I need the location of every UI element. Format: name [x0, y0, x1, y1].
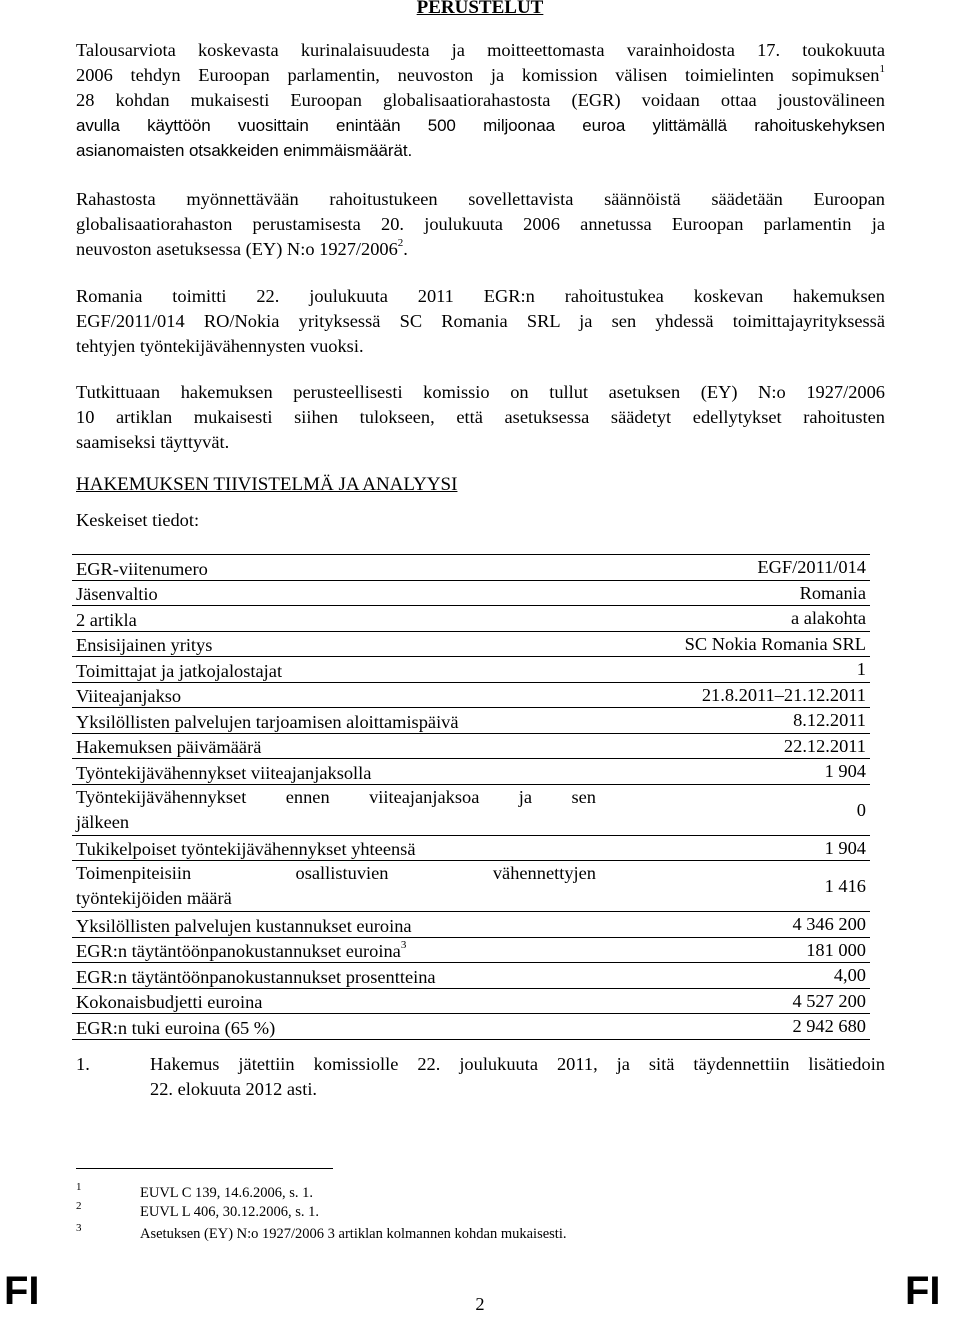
key-info-table	[72, 554, 870, 1040]
section-heading: HAKEMUKSEN TIIVISTELMÄ JA ANALYYSI	[76, 474, 458, 495]
paragraph-line: EGF/2011/014 RO/Nokia yrityksessä SC Romania SRL ja sen yhdessä toimittajayrityksessä	[76, 311, 885, 331]
footnote-number: 2	[76, 1200, 82, 1212]
paragraph-4	[76, 380, 885, 455]
paragraph-line: neuvoston asetuksessa (EY) N:o 1927/2006$^2$.	[76, 236, 408, 259]
table-row	[72, 988, 870, 1014]
note-line: 22. elokuuta 2012 asti.	[150, 1079, 318, 1099]
footnote-number: 3	[76, 1222, 82, 1234]
row-label: Ensisijainen yritys	[76, 635, 213, 655]
row-label: Toimittajat ja jatkojalostajat	[76, 660, 283, 681]
paragraph-line: Tutkittuaan hakemuksen perusteellisesti komissio on tullut asetuksen (EY) N:o 1927/2006	[76, 382, 885, 402]
row-label: Hakemuksen päivämäärä	[76, 737, 262, 757]
table-row	[72, 733, 870, 759]
row-value: a alakohta	[790, 608, 866, 629]
row-value: 1 904	[824, 761, 866, 782]
row-label: Yksilöllisten palvelujen tarjoamisen aloittamispäivä	[76, 711, 459, 732]
paragraph-1	[76, 38, 885, 163]
table-row	[72, 1014, 870, 1040]
table-row	[72, 963, 870, 989]
footnote-number: 1	[76, 1181, 82, 1193]
sub-heading: Keskeiset tiedot:	[76, 510, 200, 530]
note-text	[150, 1052, 885, 1102]
table-row	[72, 861, 870, 912]
table-row	[72, 682, 870, 708]
table-row	[72, 784, 870, 835]
footnote-ref: 1	[879, 62, 885, 75]
table-row	[72, 708, 870, 734]
paragraph-line: Rahastosta myönnettävään rahoitustukeen sovellettavista säännöistä säädetään Euroopan	[76, 189, 885, 209]
table-row	[72, 835, 870, 861]
row-label: Viiteajanjakso	[76, 686, 182, 706]
table-row	[72, 759, 870, 785]
paragraph-2	[76, 187, 885, 262]
row-label: 2 artikla	[76, 609, 137, 630]
page-number: 2	[475, 1294, 485, 1314]
table-row	[72, 912, 870, 938]
paragraph-line: saamiseksi täyttyvät.	[76, 432, 230, 452]
note-number: 1.	[76, 1054, 90, 1074]
paragraph-line: 10 artiklan mukaisesti siihen tulokseen, että asetuksessa säädetyt edellytykset rahoitusten	[76, 407, 885, 427]
paragraph-line: 28 kohdan mukaisesti Euroopan globalisaatiorahastosta (EGR) voidaan ottaa joustovälineen	[76, 90, 885, 110]
row-label: EGR:n täytäntöönpanokustannukset prosentteina	[76, 966, 436, 987]
row-value: Romania	[799, 582, 866, 603]
footnote-text: Asetuksen (EY) N:o 1927/2006 3 artiklan kolmannen kohdan mukaisesti.	[140, 1226, 567, 1242]
row-label: Yksilöllisten palvelujen kustannukset euroina	[76, 915, 412, 936]
table-row	[72, 580, 870, 606]
paragraph-line: asianomaisten otsakkeiden enimmäismäärät.	[76, 141, 413, 160]
row-label: EGR:n täytäntöönpanokustannukset euroina$^3$	[76, 938, 407, 961]
row-label: Työntekijävähennykset viiteajanjaksolla	[76, 762, 372, 783]
footer-language-left: FI	[4, 1269, 40, 1313]
row-label: Työntekijävähennykset ennen viiteajanjaksoa ja sen jälkeen	[76, 786, 596, 832]
row-value: 21.8.2011–21.12.2011	[701, 684, 866, 705]
row-value: 1 416	[824, 876, 866, 896]
paragraph-line: 2006 tehdyn Euroopan parlamentin, neuvoston ja komission välisen toimielinten sopimuksen$^1$	[76, 62, 885, 85]
footnote-ref: 2	[397, 236, 404, 249]
paragraph-line: Romania toimitti 22. joulukuuta 2011 EGR:n rahoitustukea koskevan hakemuksen	[76, 286, 885, 306]
paragraph-line: globalisaatiorahaston perustamisesta 20. joulukuuta 2006 annetussa Euroopan parlamentin ja	[76, 214, 885, 234]
row-value: 22.12.2011	[783, 735, 866, 756]
table-row	[72, 937, 870, 963]
row-value: 1	[856, 659, 866, 680]
paragraph-line: tehtyjen työntekijävähennysten vuoksi.	[76, 336, 364, 356]
row-label: Toimenpiteisiin osallistuvien vähennettyjen työntekijöiden määrä	[76, 863, 596, 908]
row-label: Jäsenvaltio	[76, 584, 158, 604]
row-value: 4 346 200	[792, 914, 866, 935]
row-value: 8.12.2011	[793, 710, 866, 731]
row-label: Tukikelpoiset työntekijävähennykset yhteensä	[76, 839, 416, 859]
footnote-separator	[76, 1168, 333, 1169]
page-title: PERUSTELUT	[416, 0, 544, 18]
row-value: 2 942 680	[792, 1016, 866, 1037]
row-value: 181 000	[806, 939, 866, 960]
table-row	[72, 631, 870, 657]
row-value: EGF/2011/014	[757, 557, 866, 578]
footnote-ref: 3	[400, 938, 407, 951]
footnote-text: EUVL C 139, 14.6.2006, s. 1.	[140, 1185, 314, 1201]
table-row	[72, 555, 870, 581]
paragraph-line: Talousarviota koskevasta kurinalaisuudesta ja moitteettomasta varainhoidosta 17. toukokuuta	[76, 40, 885, 60]
note-line: Hakemus jätettiin komissiolle 22. joulukuuta 2011, ja sitä täydennettiin lisätiedoin	[150, 1054, 885, 1074]
row-label: EGR:n tuki euroina (65 %)	[76, 1017, 276, 1038]
table-row	[72, 657, 870, 683]
row-value: SC Nokia Romania SRL	[684, 633, 866, 654]
row-label: EGR-viitenumero	[76, 558, 208, 579]
row-value: 4 527 200	[792, 990, 866, 1011]
footer-language-right: FI	[905, 1269, 941, 1313]
table-row	[72, 606, 870, 632]
row-value: 0	[856, 799, 866, 820]
row-label: Kokonaisbudjetti euroina	[76, 992, 263, 1012]
paragraph-3	[76, 284, 885, 359]
row-value: 4,00	[833, 965, 866, 986]
row-value: 1 904	[824, 837, 866, 858]
paragraph-line: avulla käyttöön vuosittain enintään 500 miljoonaa euroa ylittämällä rahoituskehyksen	[76, 116, 885, 135]
footnote-text: EUVL L 406, 30.12.2006, s. 1.	[140, 1204, 319, 1220]
